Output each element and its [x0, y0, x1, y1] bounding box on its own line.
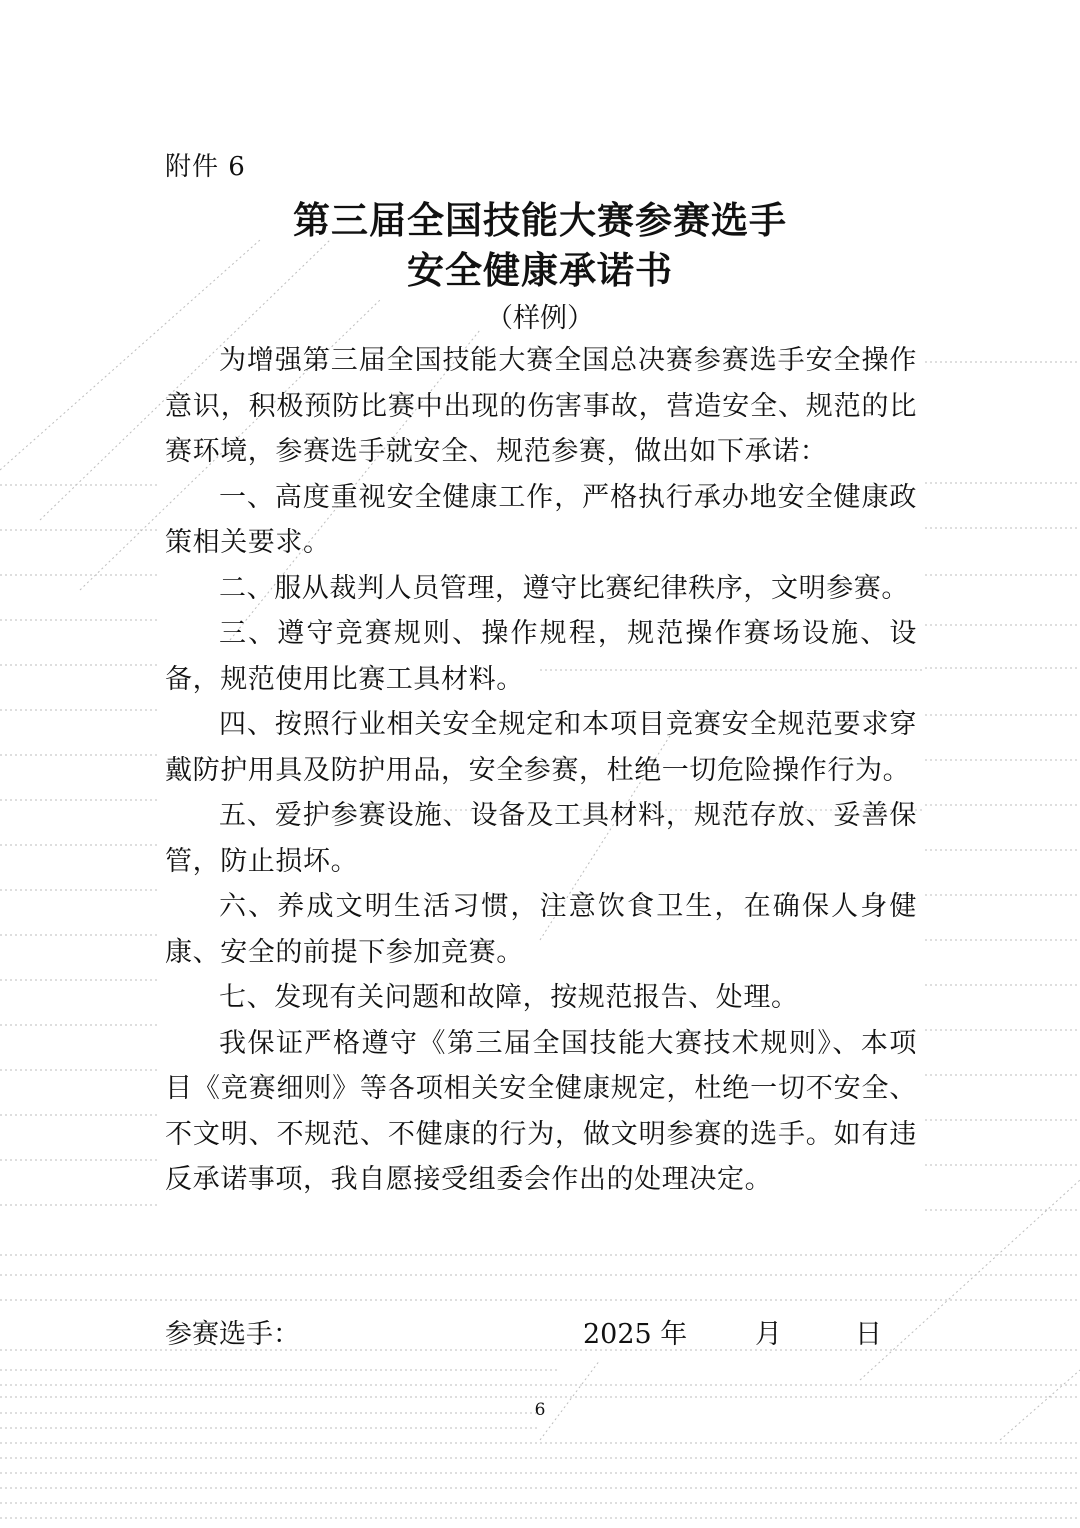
commitment-item-5: 五、爱护参赛设施、设备及工具材料，规范存放、妥善保管，防止损坏。	[165, 800, 917, 877]
document-title-line-1: 第三届全国技能大赛参赛选手	[293, 199, 787, 242]
commitment-item-3: 三、遵守竞赛规则、操作规程，规范操作赛场设施、设备，规范使用比赛工具材料。	[165, 618, 917, 695]
signature-year: 2025 年	[583, 1319, 688, 1350]
pledge-paragraph: 我保证严格遵守《第三届全国技能大赛技术规则》、本项目《竞赛细则》等各项相关安全健康规定，杜绝一切不安全、不文明、不规范、不健康的行为，做文明参赛的选手。如有违反承诺事项，我自愿接受组委会作出的处理决定。	[165, 1027, 917, 1195]
document-subtitle: （样例）	[486, 303, 594, 334]
signature-row	[165, 1312, 917, 1352]
document-body	[165, 338, 917, 1203]
commitment-item-1: 一、高度重视安全健康工作，严格执行承办地安全健康政策相关要求。	[165, 481, 917, 558]
signature-label: 参赛选手：	[165, 1319, 300, 1350]
commitment-item-4: 四、按照行业相关安全规定和本项目竞赛安全规范要求穿戴防护用具及防护用品，安全参赛，杜绝一切危险操作行为。	[165, 709, 917, 786]
attachment-label: 附件 6	[165, 152, 246, 182]
page-number: 6	[534, 1400, 546, 1420]
intro-paragraph: 为增强第三届全国技能大赛全国总决赛参赛选手安全操作意识，积极预防比赛中出现的伤害事故，营造安全、规范的比赛环境，参赛选手就安全、规范参赛，做出如下承诺：	[165, 345, 917, 467]
signature-month: 月	[755, 1319, 782, 1350]
commitment-item-2: 二、服从裁判人员管理，遵守比赛纪律秩序，文明参赛。	[219, 572, 909, 604]
commitment-item-6: 六、养成文明生活习惯，注意饮食卫生，在确保人身健康、安全的前提下参加竞赛。	[165, 891, 917, 968]
signature-day: 日	[855, 1319, 882, 1350]
commitment-item-7: 七、发现有关问题和故障，按规范报告、处理。	[219, 982, 799, 1013]
document-title-line-2: 安全健康承诺书	[407, 249, 673, 292]
